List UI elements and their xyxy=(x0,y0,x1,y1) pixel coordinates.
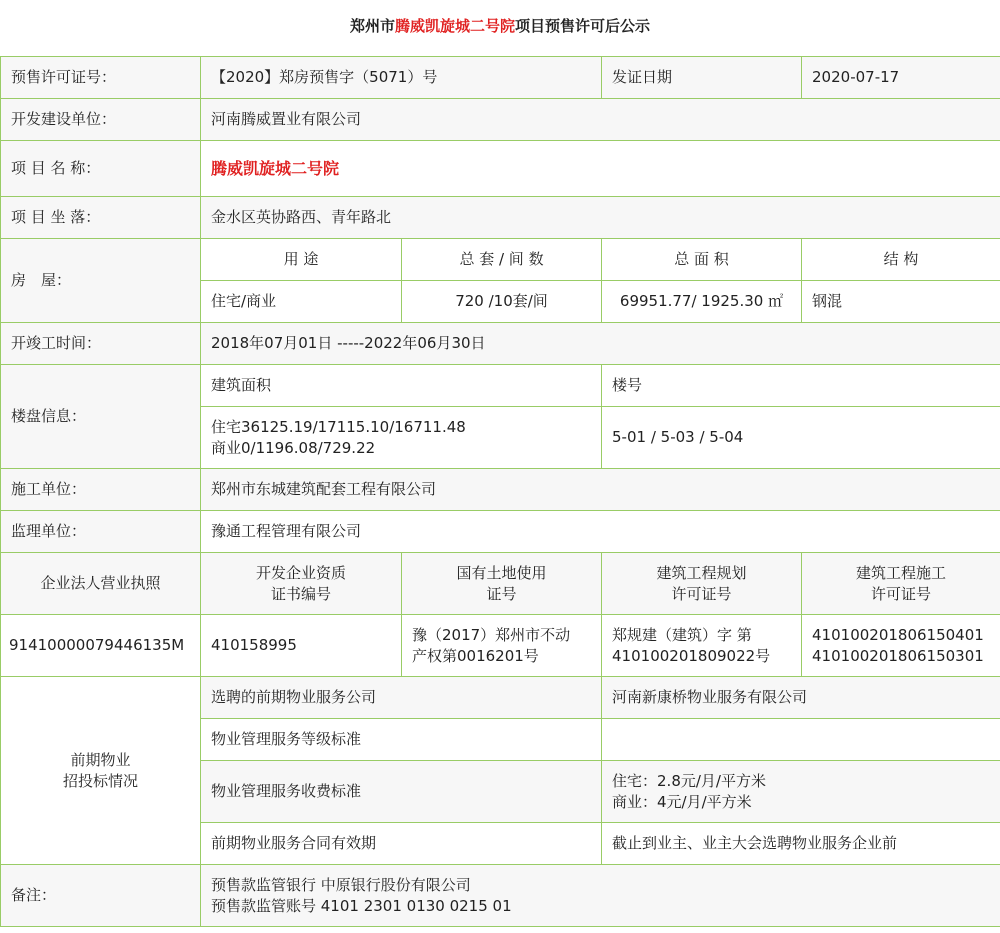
project-name-row xyxy=(1,141,1000,197)
housing-structure-value: 钢混 xyxy=(802,281,1000,323)
remarks-bank: 预售款监管银行 中原银行股份有限公司 xyxy=(211,875,471,894)
construction-period-row xyxy=(1,323,1000,365)
property-grade-label: 物业管理服务等级标准 xyxy=(201,719,602,761)
building-info-label: 楼盘信息： xyxy=(1,365,201,469)
qualification-header-line1: 开发企业资质 xyxy=(255,563,346,582)
location-row xyxy=(1,197,1000,239)
contractor-label: 施工单位： xyxy=(1,469,201,511)
remarks-label: 备注： xyxy=(1,865,201,927)
title-suffix: 项目预售许可后公示 xyxy=(515,17,651,35)
housing-use-value: 住宅/商业 xyxy=(201,281,402,323)
remarks-value xyxy=(201,865,1000,927)
property-company-value: 河南新康桥物业服务有限公司 xyxy=(602,677,1000,719)
business-license-label: 企业法人营业执照 xyxy=(1,553,201,615)
remarks-account: 预售款监管账号 4101 2301 0130 0215 01 xyxy=(211,896,512,915)
housing-header-units: 总 套 / 间 数 xyxy=(402,239,602,281)
license-value-row xyxy=(1,615,1000,677)
land-use-header xyxy=(402,553,602,615)
page-title xyxy=(0,0,1000,56)
construction-permit-value xyxy=(802,615,1000,677)
property-fee-label: 物业管理服务收费标准 xyxy=(201,761,602,823)
property-fee-commercial: 商业：4元/月/平方米 xyxy=(612,792,752,811)
contractor-row xyxy=(1,469,1000,511)
building-numbers-value: 5-01 / 5-03 / 5-04 xyxy=(602,407,1000,469)
housing-units-value: 720 /10套/间 xyxy=(402,281,602,323)
property-fee-value xyxy=(602,761,1000,823)
land-use-value-line2: 产权第0016201号 xyxy=(412,646,539,665)
qualification-header xyxy=(201,553,402,615)
building-area-commercial: 商业0/1196.08/729.22 xyxy=(211,438,376,457)
remarks-row xyxy=(1,865,1000,927)
property-tender-label-line2: 招投标情况 xyxy=(62,771,138,790)
permit-row xyxy=(1,57,1000,99)
property-contract-value: 截止到业主、业主大会选聘物业服务企业前 xyxy=(602,823,1000,865)
contractor-value: 郑州市东城建筑配套工程有限公司 xyxy=(201,469,1000,511)
developer-label: 开发建设单位： xyxy=(1,99,201,141)
location-value: 金水区英协路西、青年路北 xyxy=(201,197,1000,239)
permit-label: 预售许可证号： xyxy=(1,57,201,99)
property-grade-value xyxy=(602,719,1000,761)
supervisor-label: 监理单位： xyxy=(1,511,201,553)
developer-row xyxy=(1,99,1000,141)
building-number-header: 楼号 xyxy=(602,365,1000,407)
project-name-value: 腾威凯旋城二号院 xyxy=(211,158,340,178)
property-tender-label xyxy=(1,677,201,865)
land-use-value-line1: 豫（2017）郑州市不动 xyxy=(412,625,571,644)
issue-date-label: 发证日期 xyxy=(602,57,802,99)
construction-permit-value-line2: 410100201806150301 xyxy=(812,646,984,665)
project-name-label: 项 目 名 称： xyxy=(1,141,201,197)
land-use-header-line2: 证号 xyxy=(486,584,517,603)
housing-header-structure: 结 构 xyxy=(802,239,1000,281)
housing-label: 房 屋： xyxy=(1,239,201,323)
construction-period-label: 开竣工时间： xyxy=(1,323,201,365)
building-area-value xyxy=(201,407,602,469)
building-header-row xyxy=(1,365,1000,407)
permit-number: 【2020】郑房预售字（5071）号 xyxy=(201,57,602,99)
planning-permit-header xyxy=(602,553,802,615)
planning-permit-value-line1: 郑规建（建筑）字 第 xyxy=(612,625,752,644)
construction-permit-header-line1: 建筑工程施工 xyxy=(856,563,947,582)
housing-header-use: 用 途 xyxy=(201,239,402,281)
location-label: 项 目 坐 落： xyxy=(1,197,201,239)
land-use-value xyxy=(402,615,602,677)
housing-header-row xyxy=(1,239,1000,281)
construction-permit-header-line2: 许可证号 xyxy=(871,584,932,603)
construction-period-value: 2018年07月01日 -----2022年06月30日 xyxy=(201,323,1000,365)
construction-permit-value-line1: 410100201806150401 xyxy=(812,625,984,644)
property-row-company xyxy=(1,677,1000,719)
construction-permit-header xyxy=(802,553,1000,615)
planning-permit-value-line2: 410100201809022号 xyxy=(612,646,771,665)
business-license-value: 91410000079446135M xyxy=(1,615,201,677)
housing-area-value: 69951.77/ 1925.30 ㎡ xyxy=(602,281,802,323)
title-project-name: 腾威凯旋城二号院 xyxy=(394,17,515,35)
building-area-header: 建筑面积 xyxy=(201,365,602,407)
land-use-header-line1: 国有土地使用 xyxy=(456,563,547,582)
qualification-value: 410158995 xyxy=(201,615,402,677)
qualification-header-line2: 证书编号 xyxy=(270,584,331,603)
disclosure-table xyxy=(0,56,1000,927)
housing-header-area: 总 面 积 xyxy=(602,239,802,281)
issue-date-value: 2020-07-17 xyxy=(802,57,1000,99)
property-fee-residential: 住宅：2.8元/月/平方米 xyxy=(612,771,766,790)
property-company-label: 选聘的前期物业服务公司 xyxy=(201,677,602,719)
planning-permit-header-line2: 许可证号 xyxy=(671,584,732,603)
title-prefix: 郑州市 xyxy=(349,17,395,35)
supervisor-value: 豫通工程管理有限公司 xyxy=(201,511,1000,553)
building-area-residential: 住宅36125.19/17115.10/16711.48 xyxy=(211,417,466,436)
developer-value: 河南腾威置业有限公司 xyxy=(201,99,1000,141)
supervisor-row xyxy=(1,511,1000,553)
property-tender-label-line1: 前期物业 xyxy=(70,750,131,769)
planning-permit-value xyxy=(602,615,802,677)
property-contract-label: 前期物业服务合同有效期 xyxy=(201,823,602,865)
license-header-row xyxy=(1,553,1000,615)
planning-permit-header-line1: 建筑工程规划 xyxy=(656,563,747,582)
